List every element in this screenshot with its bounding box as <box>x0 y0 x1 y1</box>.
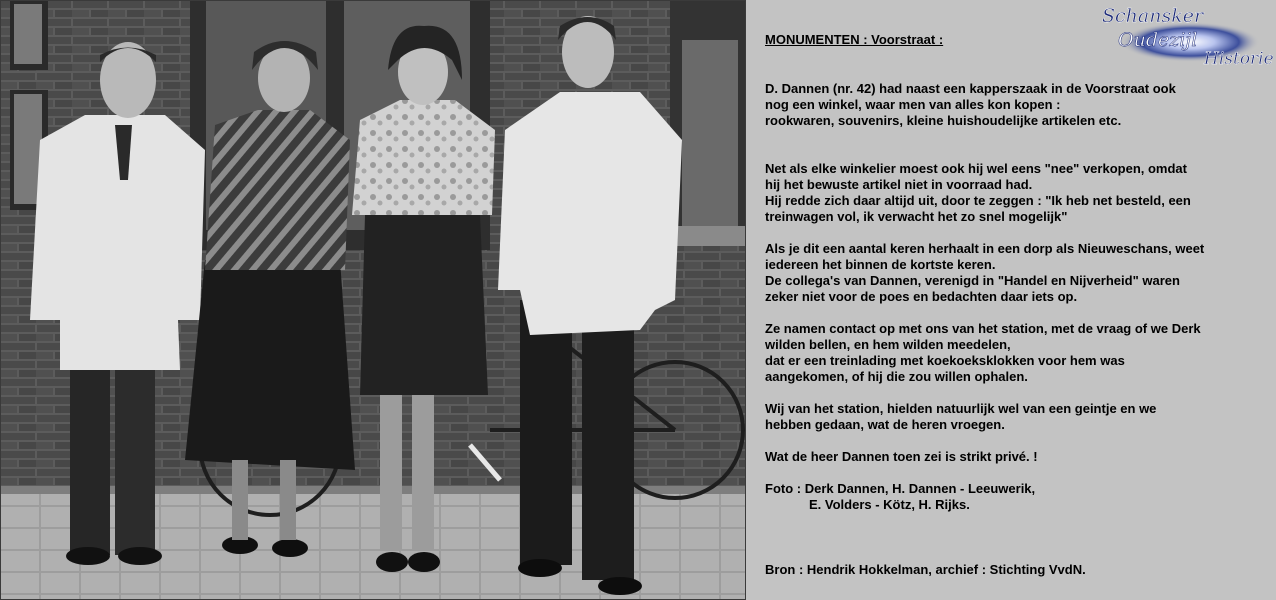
article-heading: MONUMENTEN : Voorstraat : <box>765 32 944 47</box>
paragraph-5: Wij van het station, hielden natuurlijk wel van een geintje en we hebben gedaan, wat de heren vroegen. <box>765 401 1157 432</box>
photo-credit-line-2: E. Volders - Kötz, H. Rijks. <box>809 497 970 512</box>
logo-line-1: Schansker <box>1102 5 1204 27</box>
logo-line-3: Historie <box>1204 49 1274 69</box>
logo-line-2: Oudezijl <box>1118 29 1198 51</box>
source-credit: Bron : Hendrik Hokkelman, archief : Stichting VvdN. <box>765 562 1086 577</box>
paragraph-3: Als je dit een aantal keren herhaalt in een dorp als Nieuweschans, weet iedereen het binnen de kortste keren. De collega's van Dannen, verenigd in "Handel en Nijverheid" waren zeker niet voor de poes en bedachten daar iets op. <box>765 241 1205 304</box>
paragraph-4: Ze namen contact op met ons van het station, met de vraag of we Derk wilden bellen, en hem wilden meedelen, dat er een treinlading met koekoeksklokken voor hem was aangekomen, of hij die zou willen ophalen. <box>765 321 1201 384</box>
article-text <box>765 32 1271 578</box>
photo-credit-line-1: Foto : Derk Dannen, H. Dannen - Leeuwerik, <box>765 481 1036 496</box>
paragraph-1: D. Dannen (nr. 42) had naast een kapperszaak in de Voorstraat ook nog een winkel, waar men van alles kon kopen : rookwaren, souvenirs, kleine huishoudelijke artikelen etc. <box>765 81 1176 128</box>
paragraph-2: Net als elke winkelier moest ook hij wel eens "nee" verkopen, omdat hij het bewuste artikel niet in voorraad had. Hij redde zich daar altijd uit, door te zeggen : "Ik heb net besteld, een treinwagen vol, ik verwacht het zo snel mogelijk" <box>765 161 1191 224</box>
paragraph-6: Wat de heer Dannen toen zei is strikt privé. ! <box>765 449 1038 464</box>
